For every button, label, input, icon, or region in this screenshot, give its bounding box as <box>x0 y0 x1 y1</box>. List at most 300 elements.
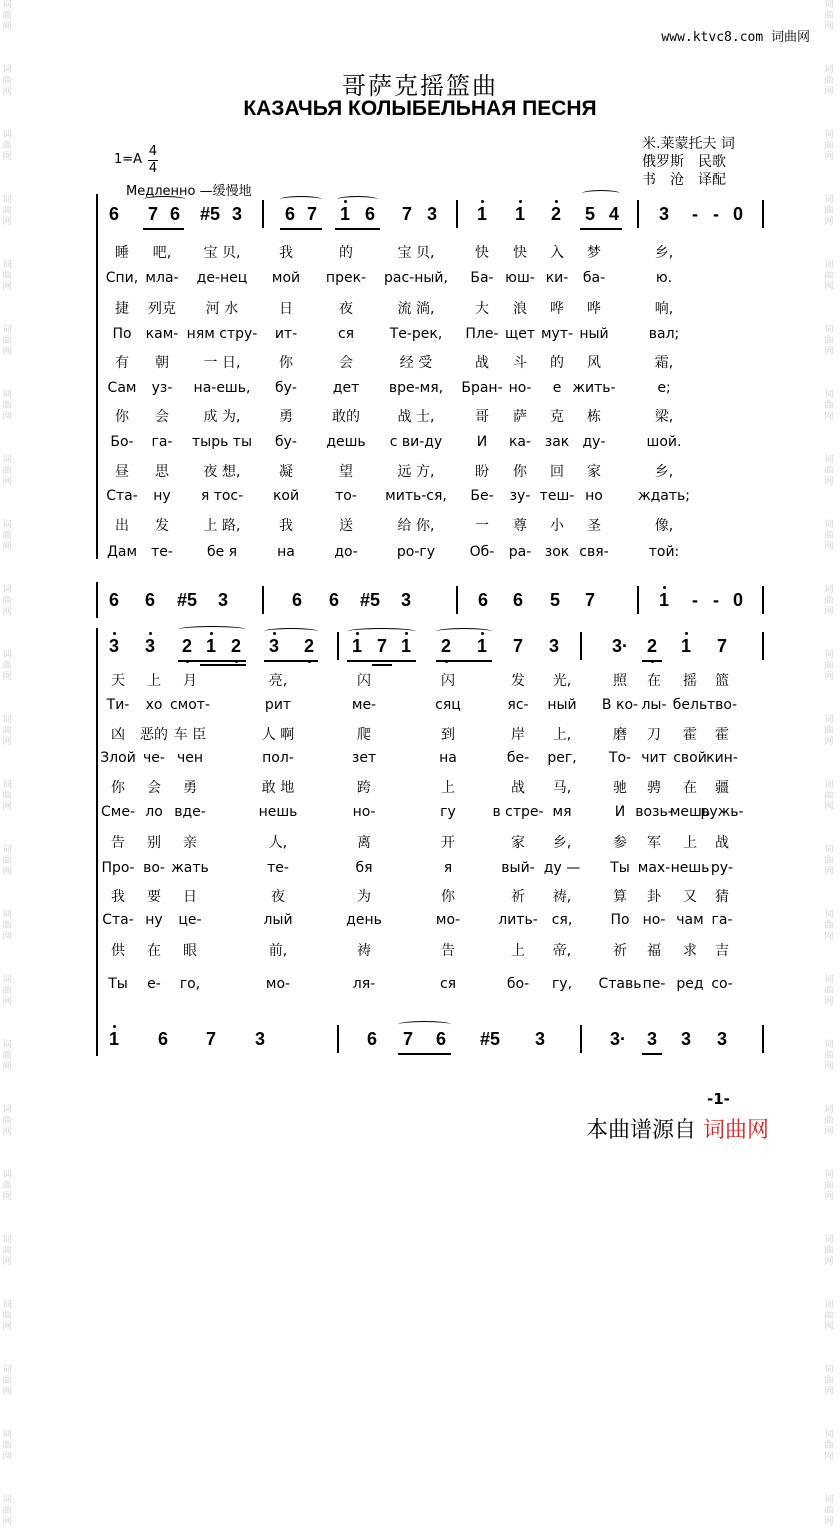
lyric-line <box>0 724 840 744</box>
note: 3 <box>108 636 120 656</box>
lyric-syllable: 望 <box>339 464 353 480</box>
watermark-mark: 词曲网 <box>2 780 12 812</box>
lyric-syllable: Ты <box>108 976 128 992</box>
lyric-syllable: ждать; <box>638 488 690 504</box>
lyric-syllable: до- <box>334 544 358 560</box>
lyric-line <box>0 242 840 262</box>
lyric-syllable: бя <box>355 860 373 876</box>
lyric-syllable: ру- <box>710 860 734 876</box>
lyric-syllable: зок <box>544 544 570 560</box>
note: - <box>692 590 698 610</box>
lyric-syllable: мо- <box>265 976 291 992</box>
lyric-syllable: на-ешь, <box>193 380 251 396</box>
lyric-syllable: де-нец <box>196 270 248 286</box>
lyric-syllable: ся, <box>551 912 573 928</box>
lyric-syllable: 会 <box>155 409 169 425</box>
lyric-syllable: 会 <box>147 780 161 796</box>
lyric-syllable: мут- <box>540 326 574 342</box>
lyric-syllable: 哥 <box>475 409 489 425</box>
lyric-syllable: И <box>476 434 488 450</box>
lyric-syllable: 亲 <box>183 835 197 851</box>
lyric-syllable: 我 <box>279 245 293 261</box>
lyric-syllable: 战 士, <box>397 409 435 425</box>
beam-underline <box>642 1053 662 1055</box>
lyric-syllable: 经 受 <box>399 355 433 371</box>
lyric-syllable: 上 <box>147 673 161 689</box>
lyric-syllable: че- <box>143 750 165 766</box>
note: 2 <box>181 636 193 656</box>
note: 3 <box>716 1029 728 1049</box>
watermark-mark: 词曲网 <box>2 260 12 292</box>
lyric-syllable: 大 <box>475 301 489 317</box>
lyric-syllable: 成 为, <box>203 409 241 425</box>
lyric-syllable: ит- <box>274 326 298 342</box>
lyric-syllable: мить-ся, <box>385 488 447 504</box>
watermark-mark: 词曲网 <box>2 195 12 227</box>
lyric-syllable: но <box>585 488 603 504</box>
lyric-syllable: Бран- <box>461 380 503 396</box>
watermark-mark: 词曲网 <box>2 520 12 552</box>
lyric-syllable: ра- <box>508 544 532 560</box>
watermark-mark: 词曲网 <box>824 390 834 422</box>
lyric-syllable: По <box>112 326 132 342</box>
barline <box>337 632 339 660</box>
title-russian: КАЗАЧЬЯ КОЛЫБЕЛЬНАЯ ПЕСНЯ <box>243 97 597 120</box>
note: 3· <box>611 636 629 656</box>
lyric-syllable: 岸 <box>511 727 525 743</box>
lyric-syllable: 一 日, <box>203 355 241 371</box>
lyric-syllable: мо- <box>435 912 461 928</box>
lyric-syllable: день <box>346 912 382 928</box>
lyric-syllable: пол- <box>262 750 294 766</box>
lyric-syllable: 的 <box>550 355 564 371</box>
lyric-syllable: 为 <box>357 889 371 905</box>
lyric-syllable: мя <box>552 804 572 820</box>
note: - <box>692 204 698 224</box>
watermark-mark: 词曲网 <box>824 1430 834 1462</box>
watermark-mark: 词曲网 <box>824 455 834 487</box>
lyric-syllable: шой. <box>646 434 682 450</box>
lyric-syllable: 哗 <box>587 301 601 317</box>
lyric-syllable: ю. <box>655 270 673 286</box>
lyric-syllable: 参 <box>613 835 627 851</box>
note: 3 <box>548 636 560 656</box>
lyric-syllable: 霜, <box>654 355 674 371</box>
lyric-syllable: 霍 <box>715 727 729 743</box>
lyric-syllable: 在 <box>683 780 697 796</box>
note: 2 <box>550 204 562 224</box>
note: 0 <box>732 590 744 610</box>
lyric-syllable: 凶 <box>111 727 125 743</box>
lyric-syllable: кам- <box>145 326 179 342</box>
tempo-marking: Медленно —缓慢地 <box>126 184 252 199</box>
lyric-line <box>0 515 840 535</box>
lyric-syllable: Ста- <box>106 488 138 504</box>
lyric-syllable: 跨 <box>357 780 371 796</box>
lyric-syllable: 战 <box>511 780 525 796</box>
lyric-syllable: я тос- <box>200 488 244 504</box>
lyric-syllable: ред <box>676 976 704 992</box>
note: 2 <box>646 636 658 656</box>
source-text: 本曲谱源自 <box>586 1118 697 1143</box>
lyric-syllable: смот- <box>169 697 211 713</box>
beam-underline <box>347 660 416 662</box>
barline <box>762 632 764 660</box>
lyric-syllable: 上 <box>683 835 697 851</box>
lyric-syllable: зак <box>544 434 570 450</box>
lyric-syllable: 你 <box>115 409 129 425</box>
time-signature <box>148 144 158 177</box>
lyric-line <box>0 804 840 824</box>
lyric-syllable: с ви-ду <box>389 434 443 450</box>
watermark-mark: 词曲网 <box>824 520 834 552</box>
lyric-syllable: Бо- <box>110 434 134 450</box>
lyric-syllable: го, <box>179 976 201 992</box>
note: 1 <box>680 636 692 656</box>
beam-underline <box>436 660 492 662</box>
lyric-syllable: чен <box>176 750 204 766</box>
page-number: -1- <box>707 1090 730 1108</box>
lyric-syllable: щет <box>505 326 535 342</box>
beam-underline <box>642 660 662 662</box>
lyric-syllable: кин- <box>706 750 738 766</box>
beam-underline <box>178 660 246 662</box>
lyric-syllable: бе- <box>506 750 530 766</box>
lyric-syllable: 祈 <box>613 943 627 959</box>
note: 3 <box>658 204 670 224</box>
lyric-syllable: я <box>443 860 453 876</box>
lyric-syllable: 别 <box>147 835 161 851</box>
lyric-syllable: 列克 <box>148 301 176 317</box>
beam-underline <box>398 1053 451 1055</box>
note: 7 <box>402 1029 414 1049</box>
lyric-syllable: вде- <box>174 804 206 820</box>
lyric-syllable: 乡, <box>654 245 674 261</box>
lyric-syllable: 祈 <box>511 889 525 905</box>
lyric-syllable: 斗 <box>513 355 527 371</box>
lyric-syllable: 亮, <box>268 673 288 689</box>
note: #5 <box>199 204 221 224</box>
melody-line <box>0 636 840 660</box>
lyric-syllable: 送 <box>339 518 353 534</box>
watermark-mark: 词曲网 <box>824 975 834 1007</box>
lyric-syllable: Пле- <box>465 326 499 342</box>
lyric-syllable: яс- <box>507 697 529 713</box>
note: 1 <box>400 636 412 656</box>
lyric-syllable: 浪 <box>513 301 527 317</box>
note: 3 <box>144 636 156 656</box>
lyric-syllable: 摇 <box>683 673 697 689</box>
site-url[interactable]: www.ktvc8.com 词曲网 <box>661 30 810 45</box>
lyric-syllable: на <box>439 750 457 766</box>
lyric-syllable: той: <box>648 544 680 560</box>
lyric-syllable: 开 <box>441 835 455 851</box>
lyric-syllable: 福 <box>647 943 661 959</box>
slur <box>337 196 378 203</box>
lyric-line <box>0 434 840 454</box>
lyric-syllable: ду- <box>582 434 606 450</box>
lyric-syllable: 告 <box>441 943 455 959</box>
watermark-mark: 词曲网 <box>824 1170 834 1202</box>
note: 6 <box>108 204 120 224</box>
note: 7 <box>205 1029 217 1049</box>
note: 6 <box>157 1029 169 1049</box>
lyric-line <box>0 488 840 508</box>
lyric-syllable: жить- <box>572 380 616 396</box>
lyric-syllable: в стре- <box>492 804 544 820</box>
lyric-syllable: 你 <box>279 355 293 371</box>
note: 1 <box>514 204 526 224</box>
note: 0 <box>732 204 744 224</box>
lyric-syllable: 供 <box>111 943 125 959</box>
lyric-syllable: 骋 <box>647 780 661 796</box>
note: 2 <box>440 636 452 656</box>
lyric-syllable: 河 水 <box>205 301 239 317</box>
lyric-syllable: Ба- <box>470 270 494 286</box>
lyric-line <box>0 326 840 346</box>
lyric-syllable: со- <box>711 976 733 992</box>
lyric-syllable: 上 <box>511 943 525 959</box>
note: 7 <box>376 636 388 656</box>
lyric-syllable: сяц <box>435 697 461 713</box>
barline <box>456 200 458 228</box>
note: 3 <box>254 1029 266 1049</box>
lyric-syllable: 圣 <box>587 518 601 534</box>
slur <box>264 628 318 635</box>
watermark-mark: 词曲网 <box>2 0 12 32</box>
lyric-syllable: бе я <box>206 544 238 560</box>
lyric-syllable: 思 <box>155 464 169 480</box>
lyric-syllable: га- <box>711 912 733 928</box>
lyric-syllable: 眼 <box>183 943 197 959</box>
credit-origin: 俄罗斯 民歌 <box>642 154 726 170</box>
lyric-syllable: 战 <box>475 355 489 371</box>
lyric-syllable: 日 <box>279 301 293 317</box>
lyric-syllable: 日 <box>183 889 197 905</box>
watermark-mark: 词曲网 <box>2 325 12 357</box>
slur <box>582 190 620 197</box>
lyric-syllable: 梁, <box>654 409 674 425</box>
lyric-line <box>0 912 840 932</box>
octave-dot <box>113 632 116 635</box>
note: 2 <box>303 636 315 656</box>
watermark-mark: 词曲网 <box>824 65 834 97</box>
note: 7 <box>584 590 596 610</box>
source-brand[interactable]: 词曲网 <box>703 1118 770 1143</box>
note: 6 <box>366 1029 378 1049</box>
watermark-mark: 词曲网 <box>824 1235 834 1267</box>
note: 6 <box>291 590 303 610</box>
source-credit <box>586 1113 769 1144</box>
lyric-syllable: вал; <box>648 326 680 342</box>
lyric-line <box>0 750 840 770</box>
watermark-mark: 词曲网 <box>824 780 834 812</box>
barline <box>262 200 264 228</box>
lyric-syllable: 敢 地 <box>261 780 295 796</box>
note: #5 <box>479 1029 501 1049</box>
lyric-syllable: 发 <box>511 673 525 689</box>
lyric-syllable: 马, <box>552 780 572 796</box>
lyric-syllable: е <box>552 380 562 396</box>
note: 3 <box>400 590 412 610</box>
note: 6 <box>108 590 120 610</box>
lyric-syllable: Сам <box>107 380 137 396</box>
lyric-syllable: ся <box>439 976 457 992</box>
bass-line <box>0 1029 840 1053</box>
octave-dot <box>555 200 558 203</box>
lyric-syllable: лы- <box>641 697 667 713</box>
lyric-line <box>0 298 840 318</box>
note: 3 <box>231 204 243 224</box>
lyric-syllable: ки- <box>545 270 569 286</box>
lyric-syllable: 克 <box>550 409 564 425</box>
beam-underline <box>372 664 392 666</box>
note: 7 <box>512 636 524 656</box>
note: 1 <box>476 204 488 224</box>
lyric-syllable: 昼 <box>115 464 129 480</box>
watermark-mark: 词曲网 <box>824 715 834 747</box>
lyric-syllable: юш- <box>505 270 535 286</box>
watermark-mark: 词曲网 <box>824 260 834 292</box>
lyric-syllable: тво- <box>706 697 738 713</box>
note: 6 <box>364 204 376 224</box>
lyric-syllable: 一 <box>475 518 489 534</box>
watermark-mark: 词曲网 <box>2 65 12 97</box>
lyric-syllable: 宝 贝, <box>397 245 435 261</box>
lyric-syllable: 到 <box>441 727 455 743</box>
credits <box>642 135 735 189</box>
note: 5 <box>584 204 596 224</box>
note: 6 <box>512 590 524 610</box>
lyric-syllable: 我 <box>111 889 125 905</box>
lyric-syllable: 小 <box>550 518 564 534</box>
note: 1 <box>205 636 217 656</box>
lyric-syllable: 勇 <box>183 780 197 796</box>
lyric-syllable: 乡, <box>552 835 572 851</box>
lyric-syllable: 闪 <box>441 673 455 689</box>
lyric-syllable: 梦 <box>587 245 601 261</box>
watermark-mark: 词曲网 <box>2 390 12 422</box>
lyric-syllable: 闪 <box>357 673 371 689</box>
lyric-syllable: ся <box>337 326 355 342</box>
lyric-syllable: но- <box>642 912 666 928</box>
lyric-syllable: нешь <box>670 860 710 876</box>
lyric-syllable: 家 <box>511 835 525 851</box>
lyric-syllable: 勇 <box>279 409 293 425</box>
lyric-syllable: 流 淌, <box>397 301 435 317</box>
watermark-mark: 词曲网 <box>824 1365 834 1397</box>
lyric-line <box>0 270 840 290</box>
lyric-syllable: хо <box>145 697 163 713</box>
note: 3 <box>680 1029 692 1049</box>
watermark-mark: 词曲网 <box>2 910 12 942</box>
watermark-mark: 词曲网 <box>824 910 834 942</box>
lyric-syllable: чит <box>641 750 667 766</box>
lyric-syllable: 驰 <box>613 780 627 796</box>
note: 3· <box>609 1029 627 1049</box>
lyric-syllable: на <box>277 544 295 560</box>
note: 7 <box>306 204 318 224</box>
slur <box>347 628 416 635</box>
lyric-syllable: 像, <box>654 518 674 534</box>
barline <box>637 200 639 228</box>
beam-underline <box>335 228 380 230</box>
note: 3 <box>534 1029 546 1049</box>
lyric-syllable: Об- <box>469 544 495 560</box>
lyric-syllable: 祷, <box>552 889 572 905</box>
lyric-syllable: 恶的 <box>140 727 168 743</box>
lyric-syllable: 快 <box>475 245 489 261</box>
lyric-syllable: ба- <box>582 270 606 286</box>
lyric-syllable: це- <box>178 912 202 928</box>
watermark-mark: 词曲网 <box>824 1105 834 1137</box>
note: #5 <box>359 590 381 610</box>
note: 3 <box>268 636 280 656</box>
credit-arranger: 书 沧 译配 <box>642 172 726 188</box>
lyric-syllable: 祷 <box>357 943 371 959</box>
lyric-syllable: И <box>614 804 626 820</box>
time-top: 4 <box>148 144 158 159</box>
lyric-syllable: По <box>610 912 630 928</box>
lyric-syllable: 吧, <box>152 245 172 261</box>
watermark-mark: 词曲网 <box>2 1495 12 1527</box>
lyric-syllable: ням стру- <box>186 326 258 342</box>
lyric-syllable: 前, <box>268 943 288 959</box>
lyric-syllable: вре-мя, <box>388 380 444 396</box>
lyric-syllable: во- <box>143 860 165 876</box>
lyric-syllable: ружь- <box>700 804 744 820</box>
slur <box>143 196 186 203</box>
note: 6 <box>477 590 489 610</box>
watermark-mark: 词曲网 <box>2 1430 12 1462</box>
note: 1 <box>476 636 488 656</box>
lyric-syllable: 在 <box>147 943 161 959</box>
lyric-syllable: 战 <box>715 835 729 851</box>
lyric-syllable: кой <box>272 488 300 504</box>
lyric-syllable: бо- <box>506 976 530 992</box>
lyric-syllable: уз- <box>151 380 173 396</box>
lyric-syllable: 又 <box>683 889 697 905</box>
lyric-syllable: е; <box>657 380 671 396</box>
lyric-syllable: чам <box>676 912 704 928</box>
lyric-syllable: 离 <box>357 835 371 851</box>
note: 6 <box>169 204 181 224</box>
lyric-syllable: 你 <box>111 780 125 796</box>
lyric-syllable: лить- <box>498 912 538 928</box>
lyric-syllable: прек- <box>325 270 367 286</box>
lyric-syllable: те- <box>151 544 173 560</box>
lyric-syllable: 算 <box>613 889 627 905</box>
watermark-mark: 词曲网 <box>2 1300 12 1332</box>
watermark-mark: 词曲网 <box>2 455 12 487</box>
watermark-mark: 词曲网 <box>824 1300 834 1332</box>
lyric-syllable: 夜 <box>271 889 285 905</box>
lyric-line <box>0 670 840 690</box>
lyric-syllable: 风 <box>587 355 601 371</box>
lyric-syllable: 你 <box>513 464 527 480</box>
lyric-syllable: но- <box>352 804 376 820</box>
beam-underline <box>200 664 246 666</box>
lyric-syllable: 萨 <box>513 409 527 425</box>
lyric-syllable: Те-рек, <box>389 326 443 342</box>
note: 6 <box>328 590 340 610</box>
lyric-syllable: 敢的 <box>332 409 360 425</box>
lyric-syllable: 猜 <box>715 889 729 905</box>
lyric-syllable: 车 臣 <box>173 727 207 743</box>
lyric-line <box>0 860 840 880</box>
lyric-syllable: Спи, <box>105 270 139 286</box>
lyric-syllable: нешь <box>258 804 298 820</box>
